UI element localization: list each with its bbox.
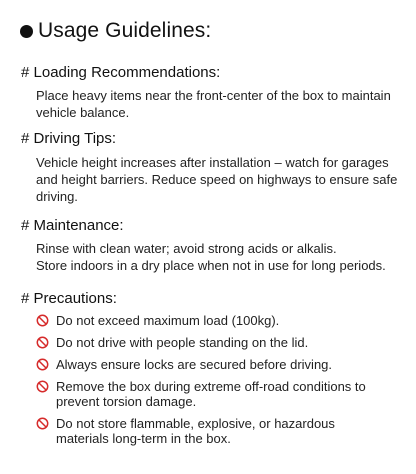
driving-line-1: Vehicle height increases after installation – watch for garages	[36, 155, 389, 170]
driving-line-3: driving.	[36, 189, 78, 204]
precautions-heading: # Precautions:	[21, 290, 117, 307]
driving-line-2: and height barriers. Reduce speed on highways to ensure safe	[36, 172, 398, 187]
precaution-text	[56, 313, 279, 328]
precaution-text	[56, 379, 366, 409]
precaution-line-1: Do not store flammable, explosive, or hazardous	[56, 416, 335, 431]
maintenance-line-2: Store indoors in a dry place when not in use for long periods.	[36, 258, 386, 273]
precaution-line-2: materials long-term in the box.	[56, 431, 231, 446]
page-title-text: Usage Guidelines:	[38, 19, 212, 42]
prohibited-icon	[36, 358, 49, 371]
precaution-text	[56, 357, 332, 372]
page-title	[20, 19, 211, 43]
precaution-line-2: prevent torsion damage.	[56, 394, 197, 409]
driving-heading: # Driving Tips:	[21, 130, 117, 147]
precaution-item	[36, 416, 408, 446]
prohibited-icon	[36, 314, 49, 327]
maintenance-heading: # Maintenance:	[21, 217, 124, 234]
prohibited-icon	[36, 417, 49, 430]
maintenance-text	[36, 240, 408, 274]
precaution-text	[56, 416, 335, 446]
precaution-item	[36, 335, 408, 350]
precaution-line-1: Always ensure locks are secured before driving.	[56, 357, 333, 372]
precaution-line-1: Remove the box during extreme off-road conditions to	[56, 379, 366, 394]
precaution-text	[56, 335, 308, 350]
loading-line-1: Place heavy items near the front-center of the box to maintain	[36, 88, 391, 103]
precaution-item	[36, 313, 408, 328]
loading-line-2: vehicle balance.	[36, 105, 130, 120]
loading-heading: # Loading Recommendations:	[21, 64, 221, 81]
prohibited-icon	[36, 336, 49, 349]
maintenance-line-1: Rinse with clean water; avoid strong acids or alkalis.	[36, 241, 337, 256]
precaution-item	[36, 357, 408, 372]
precaution-line-1: Do not drive with people standing on the lid.	[56, 335, 309, 350]
prohibited-icon	[36, 380, 49, 393]
precaution-item	[36, 379, 408, 409]
precaution-line-1: Do not exceed maximum load (100kg).	[56, 313, 280, 328]
bullet-dot-icon	[20, 25, 33, 38]
loading-text	[36, 87, 408, 121]
driving-text	[36, 154, 408, 205]
